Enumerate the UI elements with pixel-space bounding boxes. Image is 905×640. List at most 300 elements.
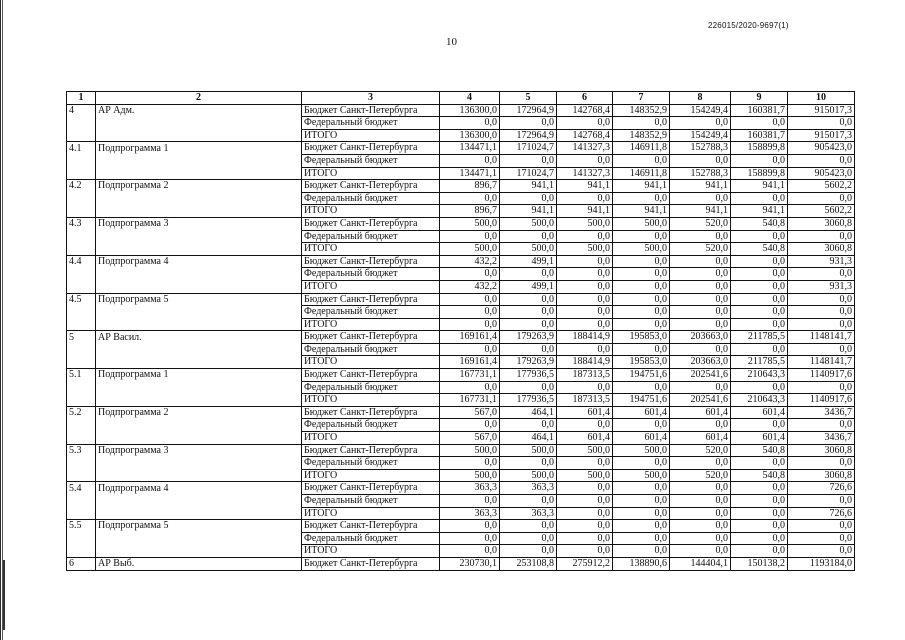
amount-cell: 136300,0 bbox=[440, 104, 500, 117]
amount-cell: 3060,8 bbox=[788, 469, 855, 482]
funding-source: Бюджет Санкт-Петербурга bbox=[302, 142, 440, 155]
amount-cell: 148352,9 bbox=[613, 129, 670, 142]
amount-cell: 160381,7 bbox=[731, 104, 788, 117]
row-number-empty bbox=[67, 243, 96, 256]
amount-cell: 601,4 bbox=[557, 406, 613, 419]
amount-cell: 0,0 bbox=[500, 520, 557, 533]
row-number: 4.3 bbox=[67, 217, 96, 230]
table-row bbox=[67, 129, 855, 142]
amount-cell: 0,0 bbox=[670, 482, 731, 495]
amount-cell: 0,0 bbox=[613, 117, 670, 130]
amount-cell: 601,4 bbox=[731, 406, 788, 419]
funding-source: ИТОГО bbox=[302, 507, 440, 520]
table-row bbox=[67, 419, 855, 432]
table-row bbox=[67, 268, 855, 281]
amount-cell: 499,1 bbox=[500, 255, 557, 268]
amount-cell: 195853,0 bbox=[613, 356, 670, 369]
program-name: АР Выб. bbox=[96, 557, 302, 570]
funding-source: Бюджет Санкт-Петербурга bbox=[302, 293, 440, 306]
column-header: 1 bbox=[67, 92, 96, 105]
row-number-empty bbox=[67, 432, 96, 445]
funding-source: Бюджет Санкт-Петербурга bbox=[302, 444, 440, 457]
amount-cell: 0,0 bbox=[557, 532, 613, 545]
table-row bbox=[67, 457, 855, 470]
amount-cell: 195853,0 bbox=[613, 331, 670, 344]
program-name-empty bbox=[96, 469, 302, 482]
amount-cell: 136300,0 bbox=[440, 129, 500, 142]
amount-cell: 0,0 bbox=[440, 343, 500, 356]
program-name-empty bbox=[96, 268, 302, 281]
amount-cell: 0,0 bbox=[613, 381, 670, 394]
amount-cell: 0,0 bbox=[670, 507, 731, 520]
funding-source: Бюджет Санкт-Петербурга bbox=[302, 369, 440, 382]
amount-cell: 0,0 bbox=[788, 192, 855, 205]
row-number-empty bbox=[67, 495, 96, 508]
table-row bbox=[67, 306, 855, 319]
amount-cell: 5602,2 bbox=[788, 205, 855, 218]
amount-cell: 0,0 bbox=[613, 507, 670, 520]
amount-cell: 500,0 bbox=[440, 469, 500, 482]
amount-cell: 0,0 bbox=[613, 457, 670, 470]
row-number: 5 bbox=[67, 331, 96, 344]
table-body bbox=[67, 104, 855, 570]
amount-cell: 177936,5 bbox=[500, 394, 557, 407]
table-row bbox=[67, 142, 855, 155]
amount-cell: 0,0 bbox=[500, 306, 557, 319]
amount-cell: 500,0 bbox=[500, 469, 557, 482]
amount-cell: 0,0 bbox=[613, 532, 670, 545]
amount-cell: 179263,9 bbox=[500, 356, 557, 369]
amount-cell: 464,1 bbox=[500, 432, 557, 445]
amount-cell: 142768,4 bbox=[557, 129, 613, 142]
program-name-empty bbox=[96, 318, 302, 331]
amount-cell: 211785,5 bbox=[731, 356, 788, 369]
table-row bbox=[67, 545, 855, 558]
table-row bbox=[67, 243, 855, 256]
amount-cell: 0,0 bbox=[788, 532, 855, 545]
amount-cell: 941,1 bbox=[670, 180, 731, 193]
amount-cell: 0,0 bbox=[788, 230, 855, 243]
program-name: Подпрограмма 2 bbox=[96, 406, 302, 419]
amount-cell: 464,1 bbox=[500, 406, 557, 419]
amount-cell: 148352,9 bbox=[613, 104, 670, 117]
amount-cell: 540,8 bbox=[731, 217, 788, 230]
amount-cell: 520,0 bbox=[670, 217, 731, 230]
amount-cell: 941,1 bbox=[613, 180, 670, 193]
table-row bbox=[67, 507, 855, 520]
program-name-empty bbox=[96, 192, 302, 205]
amount-cell: 144404,1 bbox=[670, 557, 731, 570]
row-number: 4.5 bbox=[67, 293, 96, 306]
amount-cell: 3436,7 bbox=[788, 432, 855, 445]
amount-cell: 194751,6 bbox=[613, 369, 670, 382]
table-row bbox=[67, 469, 855, 482]
amount-cell: 0,0 bbox=[613, 154, 670, 167]
row-number: 5.5 bbox=[67, 520, 96, 533]
amount-cell: 941,1 bbox=[500, 205, 557, 218]
table-row bbox=[67, 255, 855, 268]
amount-cell: 0,0 bbox=[670, 381, 731, 394]
funding-source: Федеральный бюджет bbox=[302, 532, 440, 545]
amount-cell: 0,0 bbox=[500, 343, 557, 356]
funding-source: ИТОГО bbox=[302, 205, 440, 218]
amount-cell: 500,0 bbox=[613, 243, 670, 256]
amount-cell: 0,0 bbox=[731, 507, 788, 520]
amount-cell: 0,0 bbox=[500, 381, 557, 394]
amount-cell: 432,2 bbox=[440, 280, 500, 293]
program-name: Подпрограмма 5 bbox=[96, 293, 302, 306]
amount-cell: 177936,5 bbox=[500, 369, 557, 382]
amount-cell: 0,0 bbox=[613, 419, 670, 432]
amount-cell: 0,0 bbox=[670, 318, 731, 331]
row-number-empty bbox=[67, 343, 96, 356]
amount-cell: 171024,7 bbox=[500, 142, 557, 155]
amount-cell: 0,0 bbox=[500, 117, 557, 130]
row-number: 5.1 bbox=[67, 369, 96, 382]
amount-cell: 1140917,6 bbox=[788, 369, 855, 382]
row-number-empty bbox=[67, 457, 96, 470]
amount-cell: 363,3 bbox=[440, 482, 500, 495]
table-row bbox=[67, 230, 855, 243]
amount-cell: 0,0 bbox=[670, 117, 731, 130]
table-row bbox=[67, 180, 855, 193]
amount-cell: 500,0 bbox=[557, 217, 613, 230]
funding-source: Федеральный бюджет bbox=[302, 419, 440, 432]
amount-cell: 0,0 bbox=[557, 507, 613, 520]
page-number: 10 bbox=[446, 36, 457, 48]
amount-cell: 0,0 bbox=[440, 192, 500, 205]
amount-cell: 230730,1 bbox=[440, 557, 500, 570]
amount-cell: 0,0 bbox=[670, 532, 731, 545]
amount-cell: 211785,5 bbox=[731, 331, 788, 344]
document-number: 226015/2020-9697(1) bbox=[708, 21, 789, 30]
amount-cell: 931,3 bbox=[788, 280, 855, 293]
amount-cell: 0,0 bbox=[557, 280, 613, 293]
amount-cell: 0,0 bbox=[440, 293, 500, 306]
amount-cell: 1148141,7 bbox=[788, 356, 855, 369]
amount-cell: 601,4 bbox=[613, 406, 670, 419]
amount-cell: 0,0 bbox=[440, 306, 500, 319]
program-name-empty bbox=[96, 280, 302, 293]
table-row bbox=[67, 318, 855, 331]
amount-cell: 188414,9 bbox=[557, 331, 613, 344]
amount-cell: 520,0 bbox=[670, 243, 731, 256]
amount-cell: 0,0 bbox=[557, 230, 613, 243]
amount-cell: 0,0 bbox=[613, 343, 670, 356]
table-row bbox=[67, 432, 855, 445]
amount-cell: 363,3 bbox=[500, 507, 557, 520]
amount-cell: 154249,4 bbox=[670, 104, 731, 117]
amount-cell: 0,0 bbox=[613, 545, 670, 558]
amount-cell: 0,0 bbox=[557, 381, 613, 394]
amount-cell: 0,0 bbox=[731, 482, 788, 495]
program-name-empty bbox=[96, 356, 302, 369]
funding-source: ИТОГО bbox=[302, 356, 440, 369]
amount-cell: 905423,0 bbox=[788, 142, 855, 155]
amount-cell: 500,0 bbox=[500, 243, 557, 256]
amount-cell: 0,0 bbox=[788, 293, 855, 306]
table-row bbox=[67, 117, 855, 130]
amount-cell: 253108,8 bbox=[500, 557, 557, 570]
amount-cell: 194751,6 bbox=[613, 394, 670, 407]
amount-cell: 0,0 bbox=[788, 520, 855, 533]
amount-cell: 152788,3 bbox=[670, 142, 731, 155]
amount-cell: 0,0 bbox=[731, 117, 788, 130]
budget-table bbox=[66, 91, 855, 571]
amount-cell: 0,0 bbox=[440, 230, 500, 243]
amount-cell: 540,8 bbox=[731, 243, 788, 256]
column-header: 10 bbox=[788, 92, 855, 105]
program-name-empty bbox=[96, 154, 302, 167]
table-row bbox=[67, 482, 855, 495]
amount-cell: 210643,3 bbox=[731, 394, 788, 407]
amount-cell: 500,0 bbox=[440, 243, 500, 256]
column-header: 5 bbox=[500, 92, 557, 105]
amount-cell: 0,0 bbox=[731, 495, 788, 508]
amount-cell: 0,0 bbox=[731, 280, 788, 293]
program-name: Подпрограмма 1 bbox=[96, 369, 302, 382]
funding-source: ИТОГО bbox=[302, 167, 440, 180]
amount-cell: 0,0 bbox=[557, 192, 613, 205]
amount-cell: 500,0 bbox=[500, 217, 557, 230]
amount-cell: 0,0 bbox=[500, 495, 557, 508]
amount-cell: 941,1 bbox=[500, 180, 557, 193]
amount-cell: 0,0 bbox=[613, 192, 670, 205]
table-row bbox=[67, 406, 855, 419]
amount-cell: 0,0 bbox=[788, 495, 855, 508]
amount-cell: 187313,5 bbox=[557, 369, 613, 382]
funding-source: Федеральный бюджет bbox=[302, 230, 440, 243]
program-name-empty bbox=[96, 495, 302, 508]
amount-cell: 500,0 bbox=[440, 217, 500, 230]
amount-cell: 0,0 bbox=[670, 293, 731, 306]
amount-cell: 601,4 bbox=[670, 406, 731, 419]
amount-cell: 1193184,0 bbox=[788, 557, 855, 570]
row-number-empty bbox=[67, 419, 96, 432]
amount-cell: 138890,6 bbox=[613, 557, 670, 570]
table-row bbox=[67, 356, 855, 369]
amount-cell: 500,0 bbox=[613, 217, 670, 230]
amount-cell: 150138,2 bbox=[731, 557, 788, 570]
header-row bbox=[67, 92, 855, 105]
amount-cell: 172964,9 bbox=[500, 104, 557, 117]
row-number-empty bbox=[67, 230, 96, 243]
amount-cell: 0,0 bbox=[557, 306, 613, 319]
amount-cell: 500,0 bbox=[557, 469, 613, 482]
amount-cell: 0,0 bbox=[500, 532, 557, 545]
amount-cell: 0,0 bbox=[613, 293, 670, 306]
row-number-empty bbox=[67, 192, 96, 205]
program-name-empty bbox=[96, 306, 302, 319]
amount-cell: 0,0 bbox=[557, 255, 613, 268]
amount-cell: 941,1 bbox=[613, 205, 670, 218]
table-row bbox=[67, 280, 855, 293]
amount-cell: 0,0 bbox=[500, 154, 557, 167]
amount-cell: 0,0 bbox=[670, 268, 731, 281]
funding-source: ИТОГО bbox=[302, 243, 440, 256]
funding-source: Федеральный бюджет bbox=[302, 154, 440, 167]
column-header: 2 bbox=[96, 92, 302, 105]
row-number: 5.3 bbox=[67, 444, 96, 457]
column-header: 4 bbox=[440, 92, 500, 105]
column-header: 7 bbox=[613, 92, 670, 105]
amount-cell: 171024,7 bbox=[500, 167, 557, 180]
amount-cell: 0,0 bbox=[670, 280, 731, 293]
row-number-empty bbox=[67, 394, 96, 407]
funding-source: ИТОГО bbox=[302, 280, 440, 293]
amount-cell: 0,0 bbox=[731, 343, 788, 356]
amount-cell: 146911,8 bbox=[613, 167, 670, 180]
row-number: 4.1 bbox=[67, 142, 96, 155]
funding-source: Федеральный бюджет bbox=[302, 268, 440, 281]
amount-cell: 0,0 bbox=[440, 545, 500, 558]
amount-cell: 499,1 bbox=[500, 280, 557, 293]
program-name: Подпрограмма 4 bbox=[96, 255, 302, 268]
table-row bbox=[67, 104, 855, 117]
program-name-empty bbox=[96, 230, 302, 243]
amount-cell: 0,0 bbox=[500, 318, 557, 331]
amount-cell: 567,0 bbox=[440, 432, 500, 445]
amount-cell: 0,0 bbox=[440, 532, 500, 545]
program-name-empty bbox=[96, 545, 302, 558]
amount-cell: 0,0 bbox=[670, 192, 731, 205]
table-row bbox=[67, 343, 855, 356]
amount-cell: 726,6 bbox=[788, 482, 855, 495]
amount-cell: 0,0 bbox=[613, 255, 670, 268]
amount-cell: 915017,3 bbox=[788, 104, 855, 117]
amount-cell: 500,0 bbox=[613, 444, 670, 457]
amount-cell: 141327,3 bbox=[557, 167, 613, 180]
row-number: 4.2 bbox=[67, 180, 96, 193]
amount-cell: 0,0 bbox=[613, 230, 670, 243]
funding-source: Бюджет Санкт-Петербурга bbox=[302, 331, 440, 344]
funding-source: ИТОГО bbox=[302, 432, 440, 445]
amount-cell: 3436,7 bbox=[788, 406, 855, 419]
amount-cell: 0,0 bbox=[788, 457, 855, 470]
funding-source: ИТОГО bbox=[302, 469, 440, 482]
program-name-empty bbox=[96, 457, 302, 470]
row-number: 4 bbox=[67, 104, 96, 117]
amount-cell: 1140917,6 bbox=[788, 394, 855, 407]
amount-cell: 0,0 bbox=[557, 343, 613, 356]
amount-cell: 500,0 bbox=[557, 444, 613, 457]
amount-cell: 0,0 bbox=[670, 306, 731, 319]
amount-cell: 941,1 bbox=[557, 180, 613, 193]
amount-cell: 169161,4 bbox=[440, 331, 500, 344]
amount-cell: 0,0 bbox=[557, 457, 613, 470]
amount-cell: 0,0 bbox=[440, 419, 500, 432]
amount-cell: 0,0 bbox=[788, 343, 855, 356]
amount-cell: 187313,5 bbox=[557, 394, 613, 407]
funding-source: Федеральный бюджет bbox=[302, 457, 440, 470]
amount-cell: 500,0 bbox=[557, 243, 613, 256]
amount-cell: 142768,4 bbox=[557, 104, 613, 117]
amount-cell: 0,0 bbox=[731, 154, 788, 167]
program-name: АР Адм. bbox=[96, 104, 302, 117]
row-number-empty bbox=[67, 117, 96, 130]
amount-cell: 540,8 bbox=[731, 444, 788, 457]
amount-cell: 0,0 bbox=[731, 457, 788, 470]
program-name-empty bbox=[96, 129, 302, 142]
program-name: Подпрограмма 2 bbox=[96, 180, 302, 193]
amount-cell: 158899,8 bbox=[731, 167, 788, 180]
row-number-empty bbox=[67, 306, 96, 319]
row-number-empty bbox=[67, 356, 96, 369]
amount-cell: 0,0 bbox=[500, 293, 557, 306]
row-number-empty bbox=[67, 545, 96, 558]
amount-cell: 0,0 bbox=[788, 419, 855, 432]
funding-source: Бюджет Санкт-Петербурга bbox=[302, 557, 440, 570]
amount-cell: 0,0 bbox=[670, 520, 731, 533]
amount-cell: 134471,1 bbox=[440, 167, 500, 180]
program-name: Подпрограмма 3 bbox=[96, 217, 302, 230]
amount-cell: 167731,1 bbox=[440, 369, 500, 382]
funding-source: Федеральный бюджет bbox=[302, 306, 440, 319]
program-name-empty bbox=[96, 381, 302, 394]
amount-cell: 0,0 bbox=[557, 419, 613, 432]
amount-cell: 0,0 bbox=[500, 419, 557, 432]
amount-cell: 520,0 bbox=[670, 469, 731, 482]
table-row bbox=[67, 381, 855, 394]
amount-cell: 601,4 bbox=[557, 432, 613, 445]
funding-source: ИТОГО bbox=[302, 545, 440, 558]
amount-cell: 931,3 bbox=[788, 255, 855, 268]
amount-cell: 500,0 bbox=[613, 469, 670, 482]
amount-cell: 1148141,7 bbox=[788, 331, 855, 344]
program-name: Подпрограмма 4 bbox=[96, 482, 302, 495]
column-header: 9 bbox=[731, 92, 788, 105]
amount-cell: 0,0 bbox=[731, 192, 788, 205]
row-number: 6 bbox=[67, 557, 96, 570]
program-name: Подпрограмма 1 bbox=[96, 142, 302, 155]
amount-cell: 0,0 bbox=[788, 318, 855, 331]
amount-cell: 0,0 bbox=[670, 343, 731, 356]
column-header: 6 bbox=[557, 92, 613, 105]
amount-cell: 0,0 bbox=[440, 495, 500, 508]
amount-cell: 0,0 bbox=[670, 255, 731, 268]
amount-cell: 0,0 bbox=[613, 495, 670, 508]
program-name-empty bbox=[96, 167, 302, 180]
row-number-empty bbox=[67, 280, 96, 293]
amount-cell: 0,0 bbox=[500, 268, 557, 281]
program-name-empty bbox=[96, 394, 302, 407]
amount-cell: 0,0 bbox=[613, 268, 670, 281]
amount-cell: 0,0 bbox=[788, 268, 855, 281]
amount-cell: 567,0 bbox=[440, 406, 500, 419]
amount-cell: 915017,3 bbox=[788, 129, 855, 142]
amount-cell: 0,0 bbox=[731, 255, 788, 268]
amount-cell: 154249,4 bbox=[670, 129, 731, 142]
funding-source: Федеральный бюджет bbox=[302, 117, 440, 130]
amount-cell: 0,0 bbox=[731, 381, 788, 394]
row-number-empty bbox=[67, 268, 96, 281]
funding-source: Бюджет Санкт-Петербурга bbox=[302, 180, 440, 193]
amount-cell: 0,0 bbox=[500, 545, 557, 558]
amount-cell: 203663,0 bbox=[670, 356, 731, 369]
funding-source: ИТОГО bbox=[302, 394, 440, 407]
amount-cell: 3060,8 bbox=[788, 444, 855, 457]
amount-cell: 0,0 bbox=[557, 154, 613, 167]
amount-cell: 0,0 bbox=[613, 482, 670, 495]
column-header: 8 bbox=[670, 92, 731, 105]
amount-cell: 0,0 bbox=[500, 457, 557, 470]
amount-cell: 0,0 bbox=[613, 280, 670, 293]
funding-source: Федеральный бюджет bbox=[302, 381, 440, 394]
amount-cell: 0,0 bbox=[557, 318, 613, 331]
amount-cell: 0,0 bbox=[500, 192, 557, 205]
program-name: Подпрограмма 5 bbox=[96, 520, 302, 533]
amount-cell: 0,0 bbox=[670, 419, 731, 432]
